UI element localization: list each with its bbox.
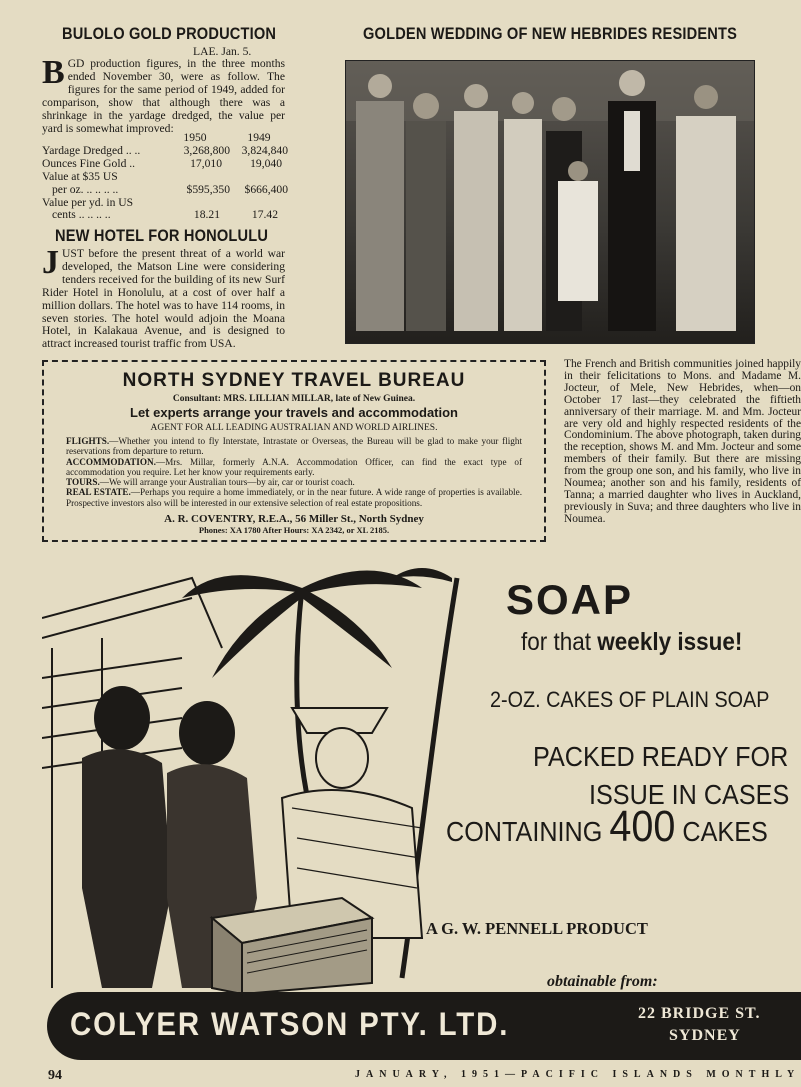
service-item: [66, 457, 522, 478]
row-1949: 17.42: [251, 208, 278, 222]
service-text: —Perhaps you require a home immediately, or in the near future. A wide range of properties is available. Prospective investors also will be interested in our extensive selection of real estate propositions.: [66, 487, 522, 508]
table-row: [42, 184, 288, 197]
service-label: REAL ESTATE.: [66, 487, 131, 498]
travel-ad-phones: Phones: XA 1780 After Hours: XA 2342, or XL 2185.: [198, 525, 390, 535]
bulolo-paragraph: GD production figures, in the three months ended November 30, were as follow. The figures for the same period of 1949, added for comparison, show that although there was a shrinkage in the yardage dredged, the value per yard is somewhat improved:: [42, 57, 285, 135]
row-1950: $595,350: [186, 182, 230, 196]
soap-product: A G. W. PENNELL PRODUCT: [426, 919, 648, 938]
service-text: —We will arrange your Australian tours—by air, car or tourist coach.: [99, 477, 355, 488]
travel-ad-address: A. R. COVENTRY, R.E.A., 56 Miller St., North Sydney: [164, 513, 424, 525]
travel-ad-tagline: Let experts arrange your travels and accommodation: [130, 405, 458, 420]
company-address-street: 22 BRIDGE ST.: [638, 1005, 761, 1022]
soap-line-2: 2-OZ. CAKES OF PLAIN SOAP: [490, 687, 770, 712]
table-header-row: [42, 132, 288, 145]
wedding-heading: GOLDEN WEDDING OF NEW HEBRIDES RESIDENTS: [363, 24, 738, 43]
soap-line-5-num: 400: [609, 802, 676, 851]
row-1950: 3,268,800: [183, 143, 230, 157]
soap-line-1: [521, 628, 742, 657]
row-label: cents .. .. .. ..: [52, 208, 111, 222]
col-1950: 1950: [183, 131, 207, 144]
row-1949: $666,400: [244, 182, 288, 196]
table-row: [42, 158, 288, 171]
travel-ad-agent: AGENT FOR ALL LEADING AUSTRALIAN AND WORLD AIRLINES.: [150, 423, 438, 433]
bulolo-table: [42, 132, 288, 222]
row-label: Value at $35 US: [42, 169, 118, 183]
soap-line-5-post: CAKES: [675, 816, 768, 847]
row-1949: 19,040: [250, 156, 282, 170]
row-label: Ounces Fine Gold ..: [42, 156, 136, 170]
soap-illustration: [42, 558, 472, 994]
service-label: TOURS.: [66, 477, 100, 488]
travel-ad-title: NORTH SYDNEY TRAVEL BUREAU: [122, 370, 466, 391]
company-address-city: SYDNEY: [669, 1027, 741, 1044]
row-1950: 18.21: [193, 208, 220, 222]
hotel-dropcap: J: [42, 244, 59, 281]
table-row: [42, 145, 288, 158]
soap-line-5-pre: CONTAINING: [446, 816, 610, 847]
soap-title: SOAP: [506, 576, 634, 623]
bulolo-dateline: LAE. Jan. 5.: [193, 45, 252, 58]
bulolo-article: [42, 54, 285, 135]
row-label: per oz. .. .. .. ..: [52, 182, 119, 196]
row-label: Yardage Dredged .. ..: [42, 143, 141, 157]
company-name: COLYER WATSON PTY. LTD.: [70, 1006, 510, 1042]
soap-line-3: PACKED READY FOR: [533, 741, 789, 772]
service-item: [66, 477, 522, 487]
service-item: [66, 487, 522, 508]
soap-line-5: [446, 802, 768, 851]
hotel-paragraph: UST before the present threat of a world war developed, the Matson Line were considering tenders received for the building of its new Surf Rider Hotel in Honolulu, at a cost of over half a million dollars. The hotel was to have 114 rooms, in seven stories. The hotel would adjoin the Moana Hotel, in Kalakaua Avenue, and is designed to attract increased tourist traffic from USA.: [42, 247, 285, 351]
soap-line-1-bold: weekly issue!: [597, 628, 743, 656]
soap-line-1-pre: for that: [521, 628, 598, 656]
family-group-photo: [346, 61, 754, 343]
service-label: FLIGHTS.: [66, 436, 110, 446]
service-label: ACCOMMODATION.: [66, 456, 156, 467]
travel-ad-consultant: Consultant: MRS. LILLIAN MILLAR, late of New Guinea.: [172, 394, 416, 404]
hotel-heading: NEW HOTEL FOR HONOLULU: [55, 226, 269, 245]
service-text: —Whether you intend to fly Interstate, Intrastate or Overseas, the Bureau will be glad to make your flight reservations from departure to return.: [66, 436, 522, 457]
table-row: [42, 209, 288, 222]
travel-ad: [42, 360, 546, 542]
row-1949: 3,824,840: [241, 143, 288, 157]
wedding-photo: [345, 60, 755, 344]
page-number: 94: [48, 1068, 62, 1083]
running-footer: JANUARY, 1951—PACIFIC ISLANDS MONTHLY: [355, 1069, 801, 1080]
island-workers-illustration: [42, 558, 472, 994]
company-banner: [47, 992, 801, 1060]
bulolo-dropcap: B: [42, 54, 65, 91]
soap-line-4: ISSUE IN CASES: [589, 779, 790, 810]
travel-ad-services: [66, 436, 522, 508]
bulolo-heading: BULOLO GOLD PRODUCTION: [62, 24, 277, 43]
col-1949: 1949: [247, 131, 271, 144]
hotel-article: [42, 244, 285, 351]
soap-obtainable: obtainable from:: [547, 973, 658, 990]
row-label: Value per yd. in US: [42, 195, 134, 209]
wedding-caption: The French and British communities joined happily in their felicitations to Mons. and Madame M. Jocteur, of Mele, New Hebrides, when—on October 17 last—they celebrated the fiftieth anniversary of their marriage. M. and Mm. Jocteur are very old and highly respected residents of the Condominium. The above photograph, taken during the reception, shows M. and Mm. Jocteur and some members of their family. But there are missing from the group one son, and his family, who live in Noumea; another son and his family, residents of Tanna; a married daughter who lives in Auckland, previously in Suva; and three daughters who live in Noumea.: [564, 358, 801, 525]
table-row: [42, 171, 288, 184]
service-item: [66, 436, 522, 457]
row-1950: 17,010: [190, 156, 222, 170]
service-text: —Mrs. Millar, formerly A.N.A. Accommodation Officer, can find the exact type of accommodation you require. Let her know your requirements early.: [66, 456, 522, 477]
